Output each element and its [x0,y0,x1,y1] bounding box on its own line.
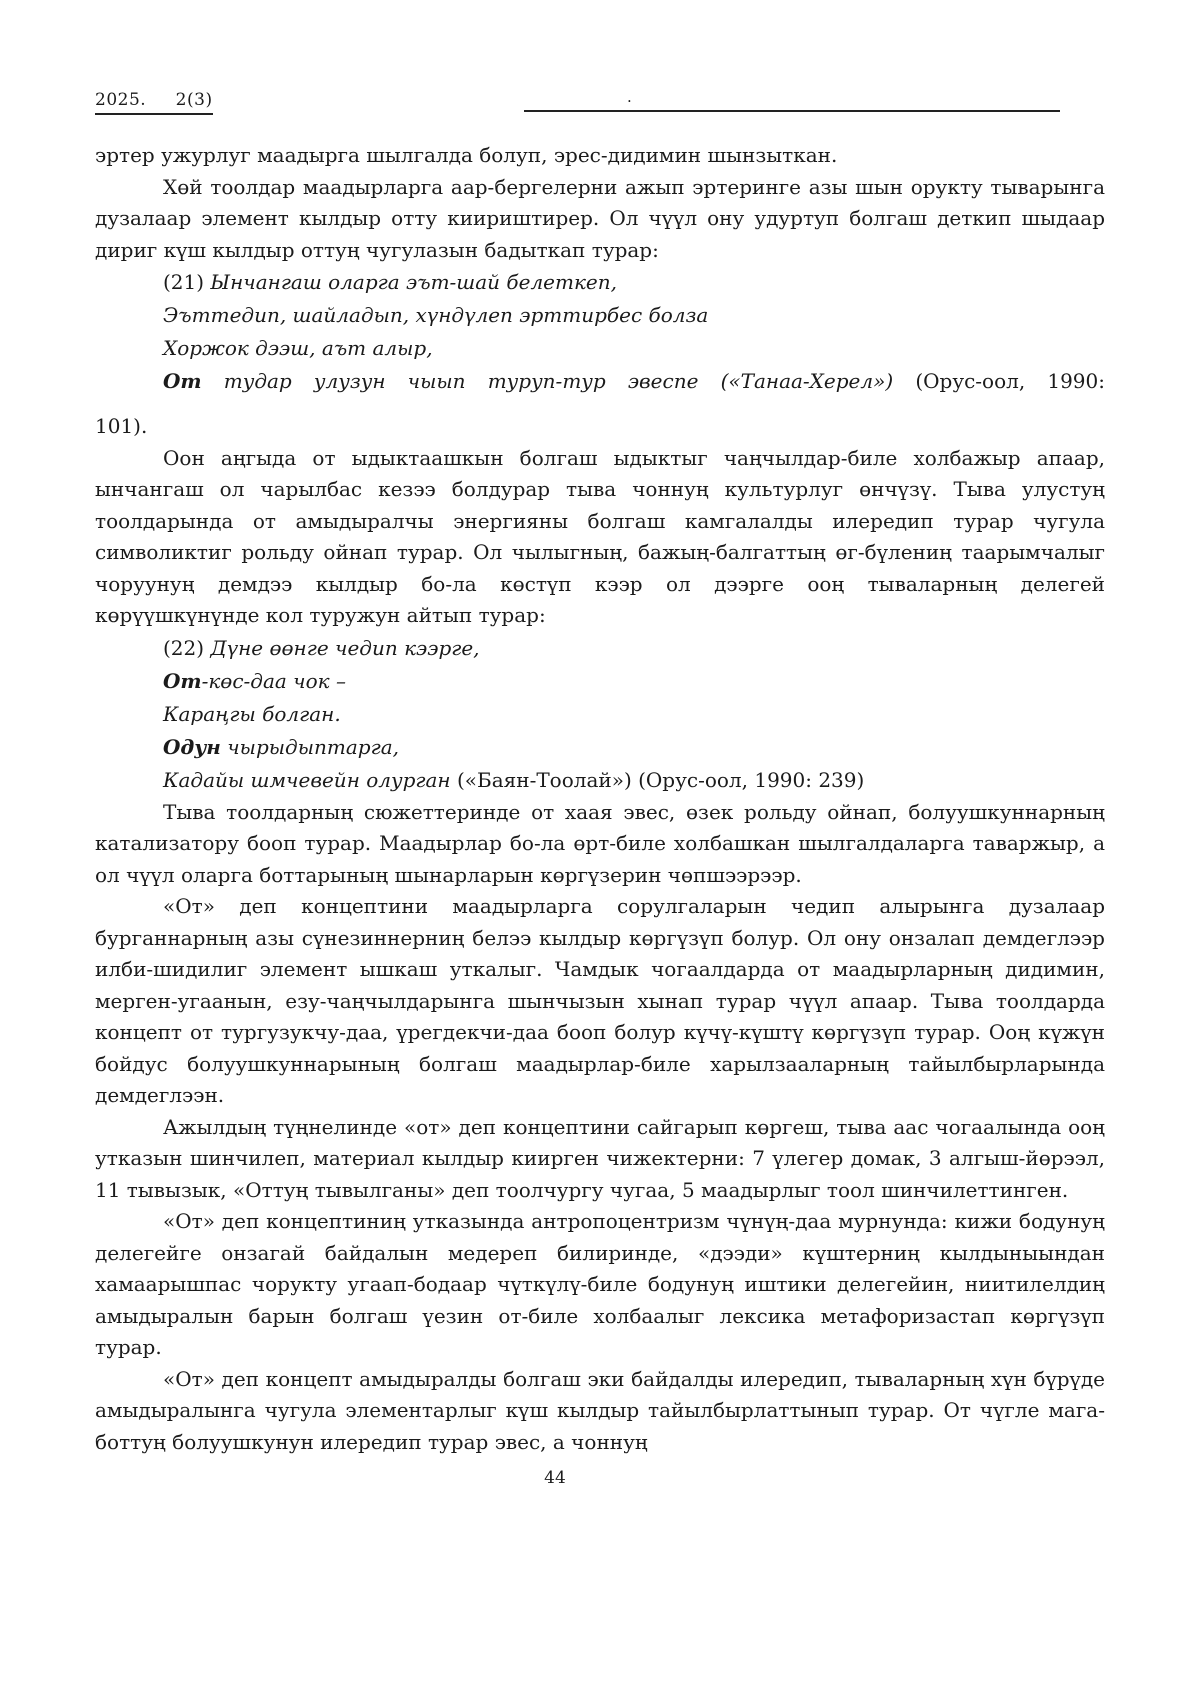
text-segment: -көс-даа чок – [201,668,346,693]
journal-issue-label: 2025. 2(3) [95,90,213,115]
header-rule [524,110,1060,112]
text-segment: эртер ужурлуг маадырга шылгалда болуп, эрес-дидимин шынзыткан. [95,143,838,167]
verse-citation-line [95,365,1105,398]
text-segment: (Орус-оол, 1990: [893,369,1105,393]
text-segment: Оон аңгыда от ыдыктаашкын болгаш ыдыктыг чаңчылдар-биле холбажыр апаар, ынчангаш ол чарылбас кезээ болдурар тыва чоннуң культурлуг өнчүзү. Тыва улустуң тоолдарында от амыдыралчы энергияны болгаш камгалалды илередип турар чугула символиктиг рольду ойнап турар. Ол чылыгның, бажың-балгаттың өг-бүлениң таарымчалыг чоруунуң демдээ кылдыр бо-ла көстүп кээр ол дээрге ооң тываларның делегей көрүүшкүнүнде кол туружун айтып турар: [95,445,1105,627]
page-number: 44 [544,1468,566,1488]
text-segment: («Баян-Тоолай») (Орус-оол, 1990: 239) [450,767,865,792]
continuation-line [95,411,1105,443]
paragraph [95,172,1105,267]
paragraph [95,443,1105,632]
text-segment: От [163,668,202,693]
paragraph [95,797,1105,892]
text-segment: Ынчангаш оларга эът-шай белеткеп, [210,270,617,294]
text-segment: тудар улузун чыып туруп-тур эвеспе («Танаа-Херел») [201,369,894,393]
verse-line [95,299,1105,332]
text-segment: Караңгы болган. [163,701,341,726]
paragraph [95,891,1105,1112]
verse-line [95,698,1105,731]
paragraph [95,1364,1105,1459]
text-segment: чырыдыптарга, [220,734,399,759]
text-segment: «От» деп концепт амыдыралды болгаш эки байдалды илередип, тываларның хүн бүрүде амыдыралынга чугула элементарлыг күш кылдыр тайылбырлаттынып турар. От чүгле мага-боттуң болуушкунун илередип турар эвес, а чоннуң [95,1366,1105,1454]
verse-line [95,764,1105,797]
text-segment: Дүне өөнге чедип кээрге, [210,635,480,660]
verse-line [95,632,1105,665]
verse-line [95,332,1105,365]
text-segment: «От» деп концептини маадырларга сорулгаларын чедип алырынга дузалаар бурганнарның азы сүнезиннерниң белээ кылдыр көргүзүп болур. Ол ону онзалап демдеглээр илби-шидилиг элемент ышкаш уткалыг. Чамдык чогаалдарда от маадырларның дидимин, мерген-угаанын, езу-чаңчылдарынга шынчызын хынап турар чүүл апаар. Тыва тоолдарда концепт от тургузукчу-даа, үрегдекчи-даа бооп болур күчү-күштү көргүзүп турар. Ооң күжүн бойдус болуушкуннарының болгаш маадырлар-биле харылзааларның тайылбырларында демдеглээн. [95,894,1105,1107]
text-segment: Хоржок дээш, аът алыр, [163,336,433,360]
paragraph [95,1112,1105,1207]
text-segment: (21) [163,270,211,294]
paragraph [95,1206,1105,1364]
text-segment: От [163,369,202,393]
verse-line [95,665,1105,698]
text-segment: Одун [163,734,221,759]
text-segment: Хөй тоолдар маадырларга аар-бергелерни ажып эртеринге азы шын орукту тыварынга дузалаар элемент кылдыр отту киириштирер. Ол чүүл ону удуртуп болгаш деткип шыдаар дириг күш кылдыр оттуң чугулазын бадыткап турар: [95,174,1105,262]
text-segment: Кадайы шмчевейн олурган [163,767,451,792]
text-segment: Ажылдың түңнелинде «от» деп концептини сайгарып көргеш, тыва аас чогаалында ооң утказын шинчилеп, материал кылдыр киирген чижектерни: 7 үлегер домак, 3 алгыш-йөрээл, 11 тывызык, «Оттуң тывылганы» деп тоолчургу чугаа, 5 маадырлыг тоол шинчилеттинген. [95,1114,1105,1202]
text-segment: 101). [95,414,148,438]
text-segment: «От» деп концептиниң утказында антропоцентризм чүнүң-даа мурнунда: кижи бодунуң делегейге онзагай байдалын медереп билиринде, «дээди» күштерниң кылдыныындан хамаарышпас чорукту угаап-бодаар чүткүлү-биле бодунуң иштики делегейин, ниитилелдиң амыдыралын барын болгаш үезин от-биле холбаалыг лексика метафоризастап көргүзүп турар. [95,1209,1105,1359]
page-body [95,140,1105,1458]
paragraph [95,140,1105,172]
verse-line [95,731,1105,764]
header-rule-dot: . [627,88,632,106]
text-segment: Эъттедип, шайладып, хүндүлеп эрттирбес болза [163,303,709,327]
verse-line [95,266,1105,299]
text-segment: Тыва тоолдарның сюжеттеринде от хаая эвес, өзек рольду ойнап, болуушкуннарның катализатору бооп турар. Маадырлар бо-ла өрт-биле холбашкан шылгалдаларга таваржыр, а ол чүүл оларга боттарының шынарларын көргүзерин чөпшээрээр. [95,799,1105,887]
text-segment: (22) [163,635,211,660]
